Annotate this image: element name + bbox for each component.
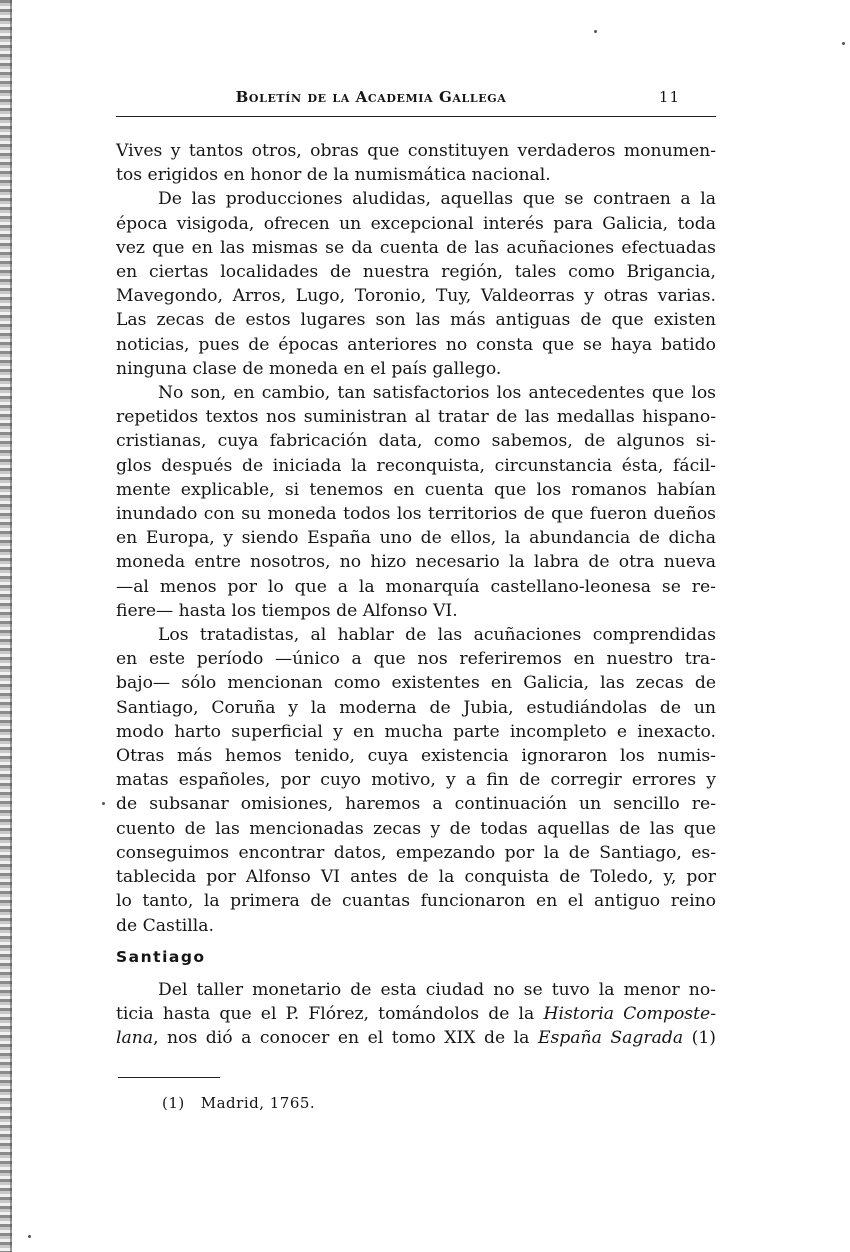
- text-line: Los tratadistas, al hablar de las acuñaciones comprendidas: [158, 625, 716, 646]
- footnote-text: Madrid, 1765.: [200, 1094, 316, 1112]
- page-binding-shadow: [10, 0, 12, 1252]
- text-line: Santiago, Coruña y la moderna de Jubia, estudiándolas de un: [116, 697, 716, 718]
- text-line: glos después de iniciada la reconquista, circunstancia ésta, fácil-: [116, 455, 716, 476]
- text-line: [116, 1026, 716, 1050]
- text-line: ninguna clase de moneda en el país gallego.: [116, 358, 502, 379]
- text-line: tos erigidos en honor de la numismática nacional.: [116, 165, 551, 186]
- text-line: noticias, pues de épocas anteriores no consta que se haya batido: [116, 334, 716, 355]
- text-line: Vives y tantos otros, obras que constituyen verdaderos monumen-: [116, 141, 716, 161]
- text-line: fiere— hasta los tiempos de Alfonso VI.: [116, 600, 458, 621]
- text-line: [116, 1002, 716, 1026]
- text-line: —al menos por lo que a la monarquía castellano-leonesa se re-: [116, 576, 716, 597]
- text-line: matas españoles, por cuyo motivo, y a fin de corregir errores y: [116, 770, 716, 791]
- text-segment: (1): [683, 1028, 716, 1049]
- text-line: [116, 978, 716, 1002]
- text-segment: , nos dió a conocer en el tomo XIX de la: [153, 1028, 538, 1049]
- text-line: conseguimos encontrar datos, empezando por la de Santiago, es-: [116, 842, 716, 863]
- italic-title: Historia Composte-: [543, 1004, 717, 1025]
- text-line: mente explicable, si tenemos en cuenta que los romanos habían: [116, 479, 716, 500]
- text-line: cuento de las mencionadas zecas y de todas aquellas de las que: [116, 818, 716, 839]
- text-line: moneda entre nosotros, no hizo necesario la labra de otra nueva: [116, 552, 716, 573]
- text-line: de subsanar omisiones, haremos a continuación un sencillo re-: [116, 794, 716, 815]
- paragraph: [116, 623, 716, 938]
- header-rule: [116, 116, 716, 117]
- footnote-mark: (1): [162, 1094, 185, 1112]
- text-segment: ticia hasta que el P. Flórez, tomándolos de la: [116, 1004, 544, 1025]
- text-line: Las zecas de estos lugares son las más antiguas de que existen: [116, 310, 716, 331]
- text-line: repetidos textos nos suministran al tratar de las medallas hispano-: [116, 407, 716, 428]
- text-line: de Castilla.: [116, 915, 214, 936]
- italic-title: España Sagrada: [537, 1028, 684, 1049]
- text-line: bajo— sólo mencionan como existentes en Galicia, las zecas de: [116, 673, 716, 694]
- text-line: en Europa, y siendo España uno de ellos, la abundancia de dicha: [116, 528, 716, 549]
- italic-title: lana: [116, 1028, 154, 1049]
- footnote: [162, 1094, 315, 1112]
- paragraph: [116, 139, 716, 187]
- section-heading: Santiago: [116, 948, 206, 966]
- paragraph: [116, 381, 716, 623]
- scan-speck: [28, 1235, 31, 1238]
- text-line: en este período —único a que nos referiremos en nuestro tra-: [116, 649, 716, 670]
- body-text: [116, 139, 716, 938]
- text-line: tablecida por Alfonso VI antes de la conquista de Toledo, y, por: [116, 867, 716, 888]
- text-line: No son, en cambio, tan satisfactorios los antecedentes que los: [158, 383, 716, 404]
- text-line: cristianas, cuya fabricación data, como sabemos, de algunos si-: [116, 431, 716, 452]
- text-line: época visigoda, ofrecen un excepcional interés para Galicia, toda: [116, 213, 716, 234]
- scan-speck: [842, 42, 845, 45]
- text-line: Otras más hemos tenido, cuya existencia ignoraron los numis-: [116, 746, 716, 767]
- text-line: De las producciones aludidas, aquellas que se contraen a la: [158, 189, 716, 210]
- text-segment: Del taller monetario de esta ciudad no se tuvo la menor no-: [158, 980, 716, 1000]
- running-title: Boletín de la Academia Gallega: [235, 88, 507, 106]
- page-number: 11: [658, 88, 680, 106]
- text-line: inundado con su moneda todos los territorios de que fueron dueños: [116, 504, 716, 525]
- paragraph: [116, 187, 716, 381]
- scan-speck: [102, 802, 105, 805]
- page-header: [116, 82, 716, 112]
- footnote-rule: [118, 1077, 220, 1078]
- text-line: lo tanto, la primera de cuantas funcionaron en el antiguo reino: [116, 891, 716, 912]
- text-line: en ciertas localidades de nuestra región, tales como Brigancia,: [116, 262, 716, 283]
- scan-speck: [594, 30, 597, 33]
- text-line: Mavegondo, Arros, Lugo, Toronio, Tuy, Valdeorras y otras varias.: [116, 286, 716, 307]
- text-line: vez que en las mismas se da cuenta de las acuñaciones efectuadas: [116, 237, 716, 258]
- section-text: [116, 978, 716, 1051]
- text-line: modo harto superficial y en mucha parte incompleto e inexacto.: [116, 721, 716, 742]
